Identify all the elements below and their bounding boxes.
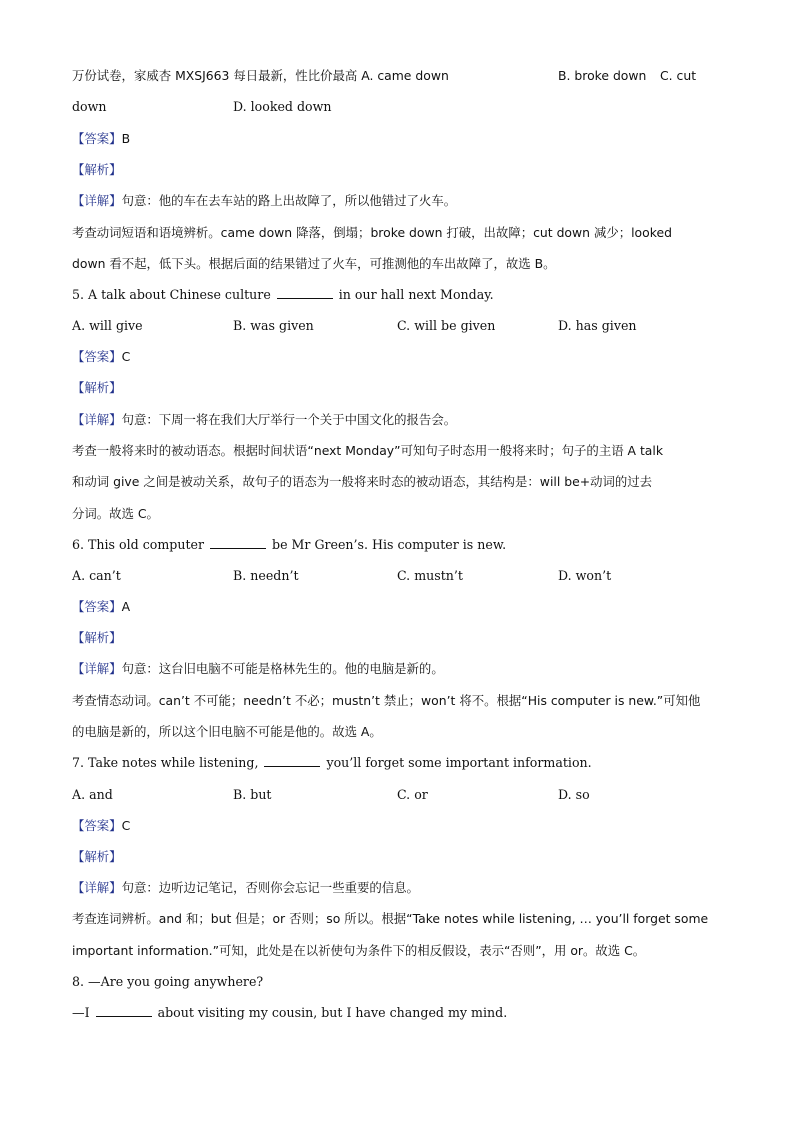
q4-option-c-continued: down [72, 99, 107, 114]
detail-text: 句意：这台旧电脑不可能是格林先生的。他的电脑是新的。 [121, 661, 444, 676]
q6-blank [210, 536, 266, 549]
q7-explanation-line-1: 考查连词辨析。and 和；but 但是；or 否则；so 所以。根据“Take notes while listening, … you’ll forget some [72, 911, 709, 926]
q5-explanation-line-1: 考查一般将来时的被动语态。根据时间状语“next Monday”可知句子时态用一般将来时；句子的主语 A talk [72, 443, 664, 458]
q5-option-b: B. was given [233, 318, 314, 333]
q6-explanation-line-1: 考查情态动词。can’t 不可能；needn’t 不必；mustn’t 禁止；won’t 将不。根据“His computer is new.”可知他 [72, 693, 701, 708]
q4-option-a-line: 万份试卷，家威杏 MXSJ663 每日最新，性比价最高 A. came down [72, 68, 449, 83]
q7-option-a: A. and [72, 787, 113, 802]
q8-blank [96, 1004, 152, 1017]
answer-label: 【答案】 [72, 349, 122, 364]
detail-label: 【详解】 [72, 193, 122, 208]
analysis-label: 【解析】 [72, 380, 122, 395]
q5-stem-after: in our hall next Monday. [334, 287, 494, 302]
q4-analysis [72, 161, 122, 179]
q6-stem [72, 536, 506, 554]
q5-detail [72, 411, 456, 429]
q6-answer [72, 598, 130, 616]
q7-explanation-line-2: important information.”可知，此处是在以祈使句为条件下的相反假设，表示“否则”，用 or。故选 C。 [72, 943, 646, 958]
q7-stem-before: 7. Take notes while listening, [72, 755, 263, 770]
q5-answer [72, 348, 130, 366]
q8-line-2-before: —I [72, 1005, 94, 1020]
q8-line-1: 8. —Are you going anywhere? [72, 974, 264, 989]
q4-explanation-line-1: 考查动词短语和语境辨析。came down 降落，倒塌；broke down 打破，出故障；cut down 减少；looked [72, 225, 672, 240]
q6-stem-after: be Mr Green’s. His computer is new. [268, 537, 507, 552]
q8-line-2 [72, 1004, 507, 1022]
q5-explanation-line-3: 分词。故选 C。 [72, 506, 159, 521]
q4-option-c: C. cut [660, 68, 697, 83]
q6-option-a: A. can’t [72, 568, 121, 583]
detail-text: 句意：他的车在去车站的路上出故障了，所以他错过了火车。 [121, 193, 457, 208]
q6-stem-before: 6. This old computer [72, 537, 208, 552]
q4-options-row-2 [72, 98, 332, 116]
q7-option-c: C. or [397, 787, 428, 802]
q4-options-row-1 [72, 67, 697, 85]
q6-analysis [72, 629, 122, 647]
q4-detail [72, 192, 456, 210]
q7-stem [72, 754, 592, 772]
q4-option-d: D. looked down [233, 99, 332, 114]
q6-option-b: B. needn’t [233, 568, 299, 583]
q4-explanation-line-2: down 看不起，低下头。根据后面的结果错过了火车，可推测他的车出故障了，故选 B。 [72, 256, 556, 271]
q5-blank [277, 286, 333, 299]
answer-label: 【答案】 [72, 131, 122, 146]
q7-stem-after: you’ll forget some important information. [322, 755, 592, 770]
detail-text: 句意：下周一将在我们大厅举行一个关于中国文化的报告会。 [121, 412, 457, 427]
q8-line-2-after: about visiting my cousin, but I have changed my mind. [153, 1005, 508, 1020]
q6-option-d: D. won’t [558, 568, 612, 583]
answer-label: 【答案】 [72, 818, 122, 833]
answer-label: 【答案】 [72, 599, 122, 614]
q7-option-b: B. but [233, 787, 272, 802]
q5-stem-before: 5. A talk about Chinese culture [72, 287, 275, 302]
q7-detail [72, 879, 419, 897]
q6-explanation-line-2: 的电脑是新的，所以这个旧电脑不可能是他的。故选 A。 [72, 724, 382, 739]
q5-option-a: A. will give [72, 318, 143, 333]
analysis-label: 【解析】 [72, 162, 122, 177]
detail-label: 【详解】 [72, 412, 122, 427]
q5-option-d: D. has given [558, 318, 637, 333]
analysis-label: 【解析】 [72, 630, 122, 645]
detail-label: 【详解】 [72, 880, 122, 895]
detail-label: 【详解】 [72, 661, 122, 676]
answer-value: B [121, 131, 131, 146]
q5-explanation-line-2: 和动词 give 之间是被动关系，故句子的语态为一般将来时态的被动语态，其结构是：will be+动词的过去 [72, 474, 653, 489]
q6-detail [72, 660, 444, 678]
q7-option-d: D. so [558, 787, 590, 802]
analysis-label: 【解析】 [72, 849, 122, 864]
q6-option-c: C. mustn’t [397, 568, 463, 583]
q5-analysis [72, 379, 122, 397]
answer-value: C [121, 349, 131, 364]
q4-answer [72, 130, 130, 148]
q5-stem [72, 286, 494, 304]
q7-analysis [72, 848, 122, 866]
q4-option-b: B. broke down [558, 68, 647, 83]
answer-value: A [121, 599, 131, 614]
detail-text: 句意：边听边记笔记，否则你会忘记一些重要的信息。 [121, 880, 419, 895]
answer-value: C [121, 818, 131, 833]
q5-option-c: C. will be given [397, 318, 496, 333]
q7-answer [72, 817, 130, 835]
q7-blank [264, 754, 320, 767]
